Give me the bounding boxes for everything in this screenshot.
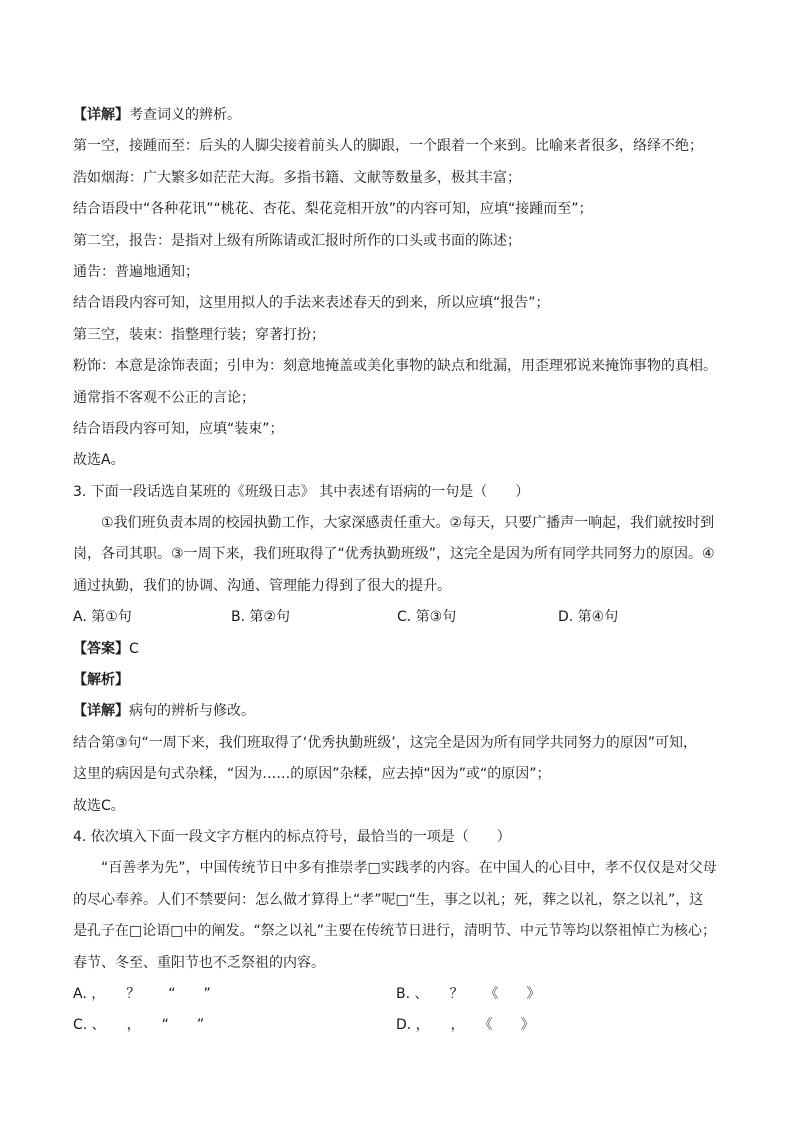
detail-text: 考查词义的辨析。 [129,107,241,123]
explanation-line: 粉饰：本意是涂饰表面；引申为：刻意地掩盖或美化事物的缺点和纰漏，用歪理邪说来掩饰事物的真相。 [73,358,717,375]
passage-line: 春节、冬至、重阳节也不乏祭祖的内容。 [73,954,325,971]
passage-line: 的尽心奉养。人们不禁要问：怎么做才算得上“孝”呢□“生，事之以礼；死，葬之以礼，祭之以礼”，这 [73,891,704,908]
option-b: B. 第②句 [231,609,291,626]
explanation-line: 结合语段内容可知，应填“装束”； [73,420,284,437]
answer-line [73,634,733,665]
explanation-line: 浩如烟海：广大繁多如茫茫大海。多指书籍、文献等数量多，极其丰富； [73,169,521,186]
explanation-line: 第二空，报告：是指对上级有所陈请或汇报时所作的口头或书面的陈述； [73,232,521,249]
options-row [73,979,733,1010]
q3-detail-line [73,696,733,727]
option-d: D. ， ， 《 》 [396,1017,535,1034]
option-b: B. 、 ？ 《 》 [396,985,541,1002]
analysis-line [73,665,733,696]
explanation-line: 第一空，接踵而至：后头的人脚尖接着前头人的脚跟，一个跟着一个来到。比喻来者很多，络绎不绝； [73,138,703,155]
passage-line: ①我们班负责本周的校园执勤工作，大家深感责任重大。②每天，只要广播声一响起，我们就按时到 [101,515,715,532]
explanation-line: 这里的病因是句式杂糅，“因为……的原因”杂糅，应去掉“因为”或“的原因”； [73,766,551,783]
answer-value: C [129,640,139,657]
option-a: A. 第①句 [73,609,132,626]
explanation-line: 结合第③句“一周下来，我们班取得了‘优秀执勤班级’，这完全是因为所有同学共同努力的原因”可知， [73,734,697,751]
explanation-line: 故选C。 [73,797,125,814]
passage-line: 通过执勤，我们的协调、沟通、管理能力得到了很大的提升。 [73,577,451,594]
question-stem: 3. 下面一段话选自某班的《班级日志》 其中表述有语病的一句是（ ） [73,483,530,500]
explanation-line: 结合语段内容可知，这里用拟人的手法来表述春天的到来，所以应填“报告”； [73,295,550,312]
explanation-line: 故选A。 [73,452,125,469]
explanation-line: 第三空，装束：指整理行装；穿著打扮； [73,326,325,343]
passage-line: 是孔子在□论语□中的阐发。“祭之以礼”主要在传统节日进行，清明节、中元节等均以祭祖悼亡为核心； [73,923,716,940]
option-c: C. 第③句 [397,609,457,626]
detail-text: 病句的辨析与修改。 [129,703,255,720]
passage-line: “百善孝为先”，中国传统节日中多有推崇孝□实践孝的内容。在中国人的心目中，孝不仅仅是对父母 [101,860,717,877]
options-row [73,602,733,633]
detail-label: 【详解】 [73,107,129,123]
document-page [73,100,733,1042]
question-stem: 4. 依次填入下面一段文字方框内的标点符号，最恰当的一项是（ ） [73,828,511,845]
q2-detail-line [73,100,733,131]
options-row [73,1010,733,1041]
analysis-label: 【解析】 [73,672,129,689]
explanation-line: 结合语段中“各种花讯”“桃花、杏花、梨花竞相开放”的内容可知，应填“接踵而至”； [73,201,593,218]
explanation-line: 通常指不客观不公正的言论； [73,389,255,406]
explanation-line: 通告：普遍地通知； [73,263,199,280]
detail-label: 【详解】 [73,703,129,720]
option-a: A. ， ？ “ ” [73,985,211,1002]
option-d: D. 第④句 [558,609,619,626]
passage-line: 岗，各司其职。③一周下来，我们班取得了“优秀执勤班级”，这完全是因为所有同学共同努力的原因。④ [73,546,715,563]
answer-label: 【答案】 [73,640,129,657]
option-c: C. 、 ， “ ” [73,1017,205,1034]
